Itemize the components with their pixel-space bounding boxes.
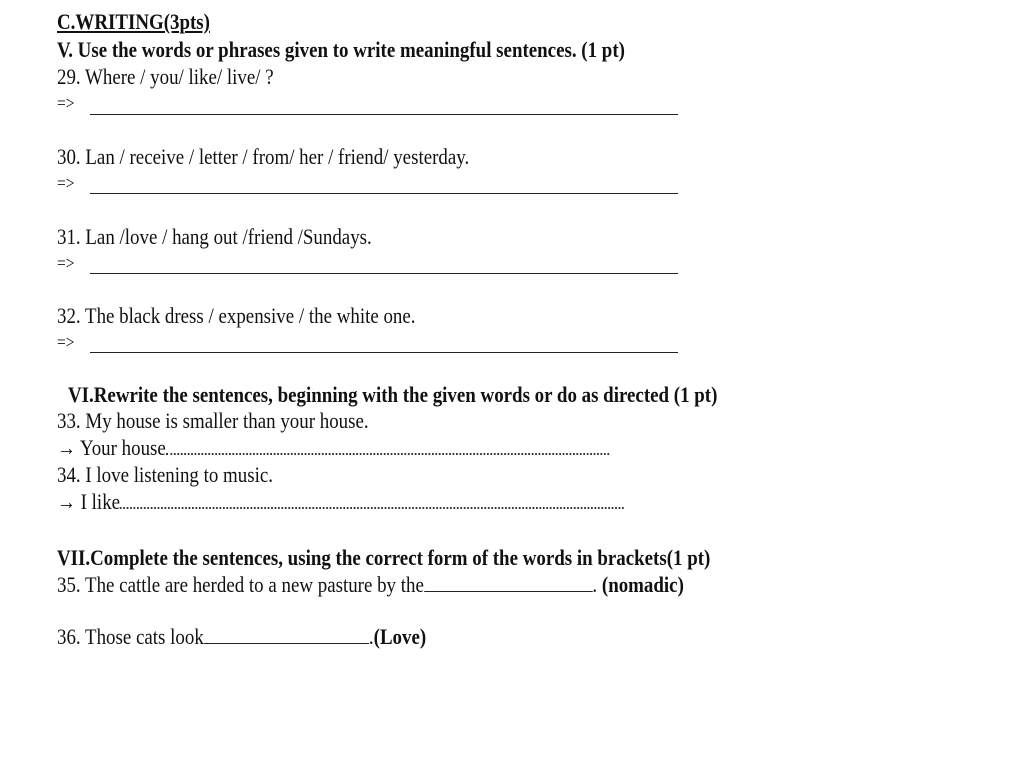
answer-prefix: => bbox=[57, 253, 75, 273]
word-hint: (nomadic) bbox=[601, 572, 684, 597]
question-35 bbox=[57, 572, 684, 598]
section-7-heading: VII.Complete the sentences, using the correct form of the words in brackets(1 pt) bbox=[57, 545, 711, 570]
page-title: C.WRITING(3pts) bbox=[57, 9, 210, 34]
answer-prefix: => bbox=[57, 173, 75, 193]
answer-prefix: => bbox=[57, 332, 75, 352]
answer-34 bbox=[57, 489, 624, 515]
answer-prefix: => bbox=[57, 93, 75, 113]
answer-start: Your house bbox=[79, 435, 166, 460]
question-31: 31. Lan /love / hang out /friend /Sundays. bbox=[57, 224, 372, 249]
section-5-heading: V. Use the words or phrases given to write meaningful sentences. (1 pt) bbox=[57, 37, 625, 62]
answer-line-31[interactable] bbox=[90, 273, 678, 274]
blank-36[interactable] bbox=[204, 625, 369, 644]
period: . bbox=[592, 572, 598, 597]
question-32: 32. The black dress / expensive / the white one. bbox=[57, 303, 416, 328]
answer-33 bbox=[57, 435, 609, 461]
period: . bbox=[368, 624, 374, 649]
question-text: 36. Those cats look bbox=[57, 624, 204, 649]
word-hint: (Love) bbox=[373, 624, 427, 649]
question-text: 35. The cattle are herded to a new pasture by the bbox=[57, 572, 424, 597]
dotted-answer-line[interactable] bbox=[120, 489, 624, 509]
arrow-icon: → bbox=[57, 435, 76, 460]
section-6-heading: VI.Rewrite the sentences, beginning with the given words or do as directed (1 pt) bbox=[68, 382, 718, 407]
dotted-answer-line[interactable] bbox=[166, 435, 609, 455]
arrow-icon: → bbox=[57, 489, 76, 514]
question-30: 30. Lan / receive / letter / from/ her / friend/ yesterday. bbox=[57, 144, 470, 169]
question-29: 29. Where / you/ like/ live/ ? bbox=[57, 64, 274, 89]
answer-line-30[interactable] bbox=[90, 193, 678, 194]
blank-35[interactable] bbox=[424, 573, 593, 592]
question-33: 33. My house is smaller than your house. bbox=[57, 408, 369, 433]
question-36 bbox=[57, 624, 426, 650]
answer-start: I like bbox=[80, 489, 121, 514]
answer-line-32[interactable] bbox=[90, 352, 678, 353]
question-34: 34. I love listening to music. bbox=[57, 462, 273, 487]
answer-line-29[interactable] bbox=[90, 114, 678, 115]
